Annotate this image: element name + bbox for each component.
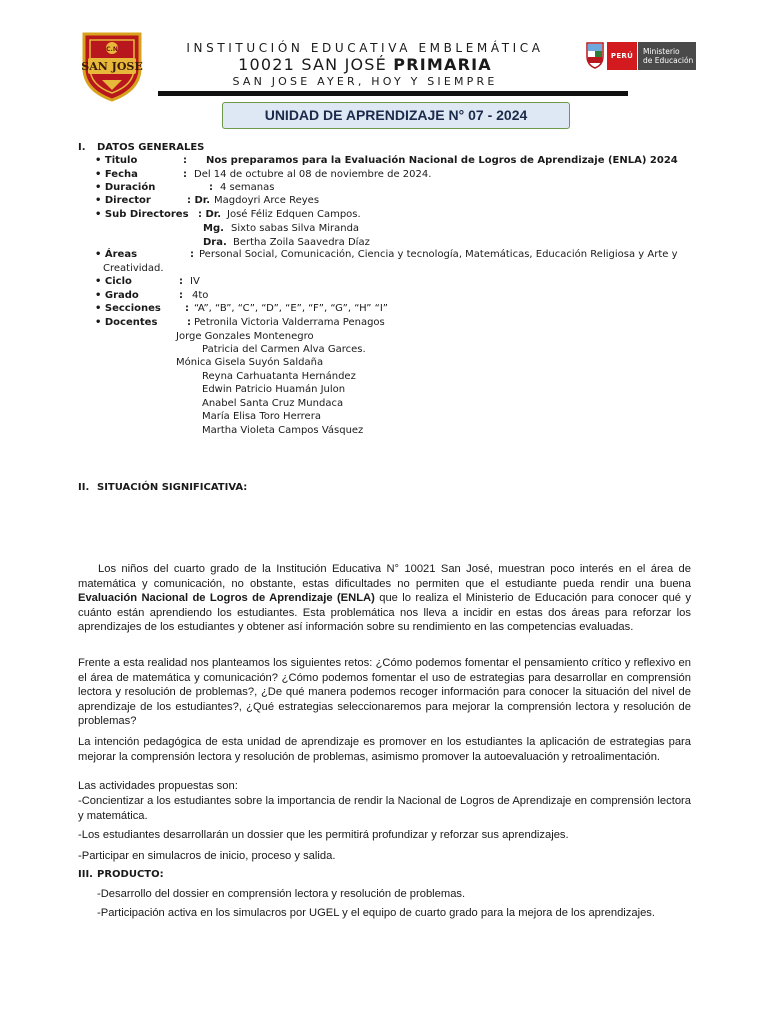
colon: :: [209, 182, 213, 193]
colon: :: [179, 290, 183, 301]
field-label-subdirectores: • Sub Directores: [95, 209, 189, 220]
peru-shield-icon: [584, 40, 606, 70]
situation-paragraph-1: Los niños del cuarto grado de la Institución Educativa N° 10021 San José, muestran poco interés en el área de matemática y comunicación, no obstante, estas dificultades no permiten que el estudiante pueda rendir una buena Evaluación Nacional de Logros de Aprendizaje (ENLA) que lo realiza el Ministerio de Educación para conocer qué y cuánto están aprendiendo los estudiantes. Esta problemática nos lleva a incidir en estas dos áreas para reforzar los aprendizajes de los estudiantes y obtener así información sobre su rendimiento en las competencias evaluadas.: [78, 563, 691, 634]
institution-line: INSTITUCIÓN EDUCATIVA EMBLEMÁTICA: [186, 41, 544, 55]
section1-number: I.: [78, 142, 86, 153]
field-value-secciones: “A”, “B”, “C”, “D”, “E”, “F”, “G”, “H” “I”: [194, 303, 388, 314]
section2-number: II.: [78, 482, 90, 493]
field-value-fecha: Del 14 de octubre al 08 de noviembre de 2024.: [194, 169, 432, 180]
section3-number: III.: [78, 869, 93, 880]
field-value-areas-cont: Creatividad.: [103, 263, 164, 274]
school-name: [160, 55, 570, 74]
subdir2-name: Sixto sabas Silva Miranda: [231, 223, 360, 234]
minedu-line2: de Educación: [643, 56, 694, 65]
school-motto: SAN JOSE AYER, HOY Y SIEMPRE: [232, 75, 498, 88]
product-item: -Participación activa en los simulacros por UGEL y el equipo de cuarto grado para la mejora de los aprendizajes.: [97, 907, 656, 919]
docente-item: Patricia del Carmen Alva Garces.: [202, 344, 366, 355]
field-label-areas: • Áreas: [95, 249, 138, 260]
section3-heading: PRODUCTO:: [97, 869, 164, 880]
docente-item: Anabel Santa Cruz Mundaca: [202, 398, 344, 409]
field-label-docentes: • Docentes: [95, 317, 158, 328]
field-value-areas: Personal Social, Comunicación, Ciencia y tecnología, Matemáticas, Educación Religiosa y Arte y: [199, 249, 678, 260]
field-value-ciclo: IV: [190, 276, 200, 287]
section2-heading: SITUACIÓN SIGNIFICATIVA:: [97, 482, 248, 493]
section1-heading: DATOS GENERALES: [97, 142, 205, 153]
subdir2-title: Mg.: [203, 223, 224, 234]
director-title: : Dr.: [187, 195, 211, 206]
crest-initials: C.N: [106, 46, 118, 53]
minedu-country: PERÚ: [607, 42, 637, 70]
docente-item: María Elisa Toro Herrera: [202, 411, 321, 422]
colon: :: [187, 317, 191, 328]
docente-item: Edwin Patricio Huamán Julon: [202, 384, 346, 395]
colon: :: [185, 303, 189, 314]
header-divider: [158, 91, 628, 96]
school-number-name: 10021 SAN JOSÉ: [238, 55, 387, 74]
subdir3-title: Dra.: [203, 237, 227, 248]
docente-item: Reyna Carhuatanta Hernández: [202, 371, 356, 382]
field-value-duracion: 4 semanas: [220, 182, 275, 193]
docente-item: Petronila Victoria Valderrama Penagos: [194, 317, 385, 328]
minedu-name: [638, 42, 696, 70]
docente-item: Martha Violeta Campos Vásquez: [202, 425, 364, 436]
activities-intro: Las actividades propuestas son:: [78, 780, 238, 792]
docente-item: Jorge Gonzales Montenegro: [176, 331, 314, 342]
docente-item: Mónica Gisela Suyón Saldaña: [176, 357, 324, 368]
colon: :: [183, 169, 187, 180]
minedu-logo: [584, 40, 694, 72]
subdir3-name: Bertha Zoila Saavedra Díaz: [233, 237, 370, 248]
field-label-duracion: • Duración: [95, 182, 156, 193]
subdir1-name: José Féliz Edquen Campos.: [227, 209, 361, 220]
field-label-secciones: • Secciones: [95, 303, 161, 314]
product-item: -Desarrollo del dossier en comprensión lectora y resolución de problemas.: [97, 888, 466, 900]
unit-title: UNIDAD DE APRENDIZAJE N° 07 - 2024: [222, 102, 570, 129]
crest-text: SAN JOSE: [81, 60, 143, 73]
colon: :: [179, 276, 183, 287]
field-label-grado: • Grado: [95, 290, 139, 301]
situation-paragraph-2: Frente a esta realidad nos planteamos los siguientes retos: ¿Cómo podemos fomentar el pensamiento crítico y reflexivo en el área de matemática y comunicación? ¿Cómo podemos fomentar el uso de estrategias para desarrollar en comprensión lectora y resolución de problemas?, ¿De qué manera podemos recoger información para conocer la situación del nivel de aprendizaje de los estudiantes?, ¿Qué estrategias seleccionaremos para mejorar la comprensión lectora y resolución de problemas?: [78, 657, 691, 728]
colon: :: [183, 155, 187, 166]
subdir1-title: : Dr.: [198, 209, 222, 220]
situation-paragraph-3: La intención pedagógica de esta unidad de aprendizaje es promover en los estudiantes la aplicación de estrategias para mejorar la comprensión lectora y resolución de problemas, asimismo promover la autoevaluación y retroalimentación.: [78, 736, 691, 763]
field-value-director: Magdoyri Arce Reyes: [214, 195, 320, 206]
activity-item: -Concientizar a los estudiantes sobre la importancia de rendir la Nacional de Logros de Aprendizaje en comprensión lectora y matemática.: [78, 795, 691, 822]
minedu-line1: Ministerio: [643, 47, 680, 56]
school-crest-logo: [74, 28, 150, 102]
colon: :: [190, 249, 194, 260]
field-label-fecha: • Fecha: [95, 169, 138, 180]
activity-item: -Participar en simulacros de inicio, proceso y salida.: [78, 850, 336, 862]
field-value-titulo: Nos preparamos para la Evaluación Nacional de Logros de Aprendizaje (ENLA) 2024: [206, 155, 678, 166]
activity-item: -Los estudiantes desarrollarán un dossier que les permitirá profundizar y reforzar sus aprendizajes.: [78, 829, 569, 841]
field-label-ciclo: • Ciclo: [95, 276, 132, 287]
field-value-grado: 4to: [192, 290, 209, 301]
school-level: PRIMARIA: [393, 55, 492, 74]
field-label-director: • Director: [95, 195, 151, 206]
field-label-titulo: • Titulo: [95, 155, 138, 166]
